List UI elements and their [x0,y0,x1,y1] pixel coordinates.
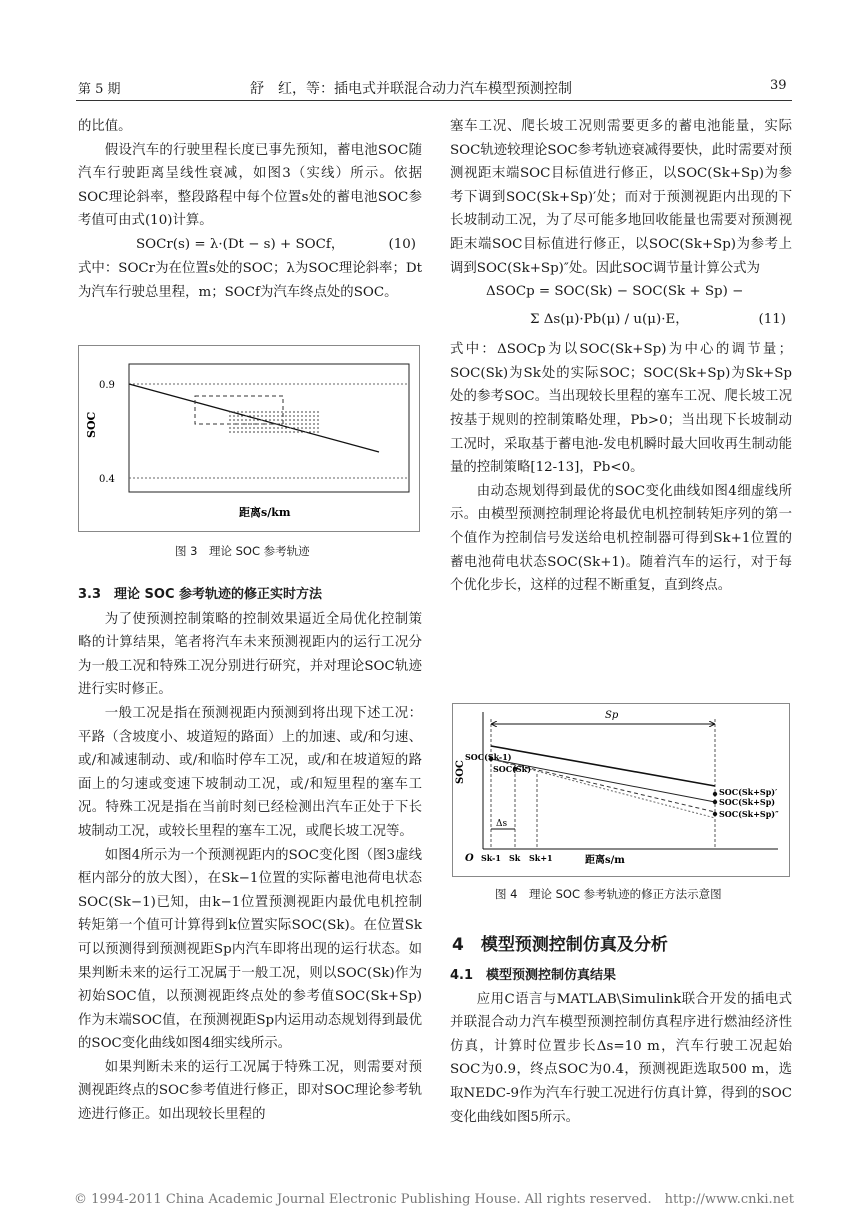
fig4-xlabel: 距离s/m [585,855,625,866]
issue-number: 第 5 期 [78,82,121,97]
paragraph: 一般工况是指在预测视距内预测到将出现下述工况：平路（含坡度小、坡道短的路面）上的加速、或/和匀速、或/和减速制动、或/和临时停车工况，或/和在坡道短的路面上的匀速或变速下坡制动工况，或/和短里程的塞车工况。特殊工况是指在当前时刻已经检测出汽车正处于下长坡制动工况，或较长里程的塞车工况，或爬长坡工况等。 [78,705,422,839]
figure-4 [452,703,790,877]
equation-body: SOCr(s) = λ·(Dt − s) + SOCf， [136,236,345,252]
paragraph: 的比值。 [78,119,132,134]
fig4-ylabel: SOC [455,760,466,784]
page-number: 39 [770,78,787,93]
equation-line: Σ Δs(μ)·Pb(μ) / u(μ)·E， [530,312,689,328]
equation-number: (10) [388,236,416,252]
fig3-tick-top: 0.9 [99,380,115,391]
fig4-origin: O [465,853,474,864]
paragraph: 式中：ΔSOCp为以SOC(Sk+Sp)为中心的调节量；SOC(Sk)为Sk处的实际SOC；SOC(Sk+Sp)为Sk+Sp处的参考SOC。当出现较长里程的塞车工况、爬长坡工况按基于规则的控制策略处理，Pb>0；当出现下长坡制动工况时，采取基于蓄电池-发电机瞬时最大回收再生制动能量的控制策略[12-13]，Pb<0。 [450,342,792,476]
equation-11 [450,280,792,338]
paragraph: 如图4所示为一个预测视距内的SOC变化图（图3虚线框内部分的放大图），在Sk−1位置的实际蓄电池荷电状态SOC(Sk−1)已知，由k−1位置预测视距内最优电机控制转矩第一个值可计算得到k位置实际SOC(Sk)。在位置Sk可以预测得到预测视距Sp内汽车即将出现的运行状态。如果判断未来的运行工况属于一般工况，则以SOC(Sk)作为初始SOC值，以预测视距终点处的参考值SOC(Sk+Sp)作为末端SOC值，在预测视距Sp内运用动态规划得到最优的SOC变化曲线如图4细实线所示。 [78,847,422,1052]
paragraph: 由动态规划得到最优的SOC变化曲线如图4细虚线所示。由模型预测控制理论将最优电机控制转矩序列的第一个值作为控制信号发送给电机控制器可得到Sk+1位置的蓄电池荷电状态SOC(Sk+1)。随着汽车的运行，对于每个优化步长，这样的过程不断重复，直到终点。 [450,483,792,594]
section-heading-4: 4 模型预测控制仿真及分析 [452,935,668,955]
paragraph: 式中：SOCr为在位置s处的SOC；λ为SOC理论斜率；Dt为汽车行驶总里程，m；SOCf为汽车终点处的SOC。 [78,260,422,300]
paragraph: 应用C语言与MATLAB\Simulink联合开发的插电式并联混合动力汽车模型预测控制仿真程序进行燃油经济性仿真，计算时位置步长Δs=10 m，汽车行驶工况起始SOC为0.9，终点SOC为0.4，预测视距选取500 m，选取NEDC-9作为汽车行驶工况进行仿真计算，得到的SOC变化曲线如图5所示。 [450,991,792,1125]
paragraph: 为了使预测控制策略的控制效果逼近全局优化控制策略的计算结果，笔者将汽车未来预测视距内的运行工况分为一般工况和特殊工况分别进行研究，并对理论SOC轨迹进行实时修正。 [78,611,422,698]
fig4-left-label: SOC(Sk-1) [465,752,512,762]
right-column-top [450,115,792,598]
running-title: 舒 红，等：插电式并联混合动力汽车模型预测控制 [250,81,572,97]
fig4-right-label: SOC(Sk+Sp)″ [719,809,779,819]
figure-3-caption: 图 3 理论 SOC 参考轨迹 [175,544,310,558]
fig4-ds-label: Δs [496,819,508,829]
left-column-top [78,115,422,304]
fig4-right-label: SOC(Sk+Sp) [719,797,776,807]
fig4-left-label: SOC(Sk) [493,764,532,774]
figure-4-caption: 图 4 理论 SOC 参考轨迹的修正方法示意图 [495,887,722,901]
equation-line: ΔSOCp = SOC(Sk) − SOC(Sk + Sp) − [486,284,744,300]
fig3-xlabel: 距离s/km [239,506,291,519]
fig4-xtick: Sk-1 [481,853,501,863]
equation-number: (11) [758,312,786,328]
fig4-xtick: Sk+1 [529,853,553,863]
fig3-ylabel: SOC [85,411,98,438]
header-rule [76,100,792,101]
section-heading-3-3: 3.3 理论 SOC 参考轨迹的修正实时方法 [78,587,323,602]
equation-10 [78,233,422,257]
paragraph: 假设汽车的行驶里程长度已事先预知，蓄电池SOC随汽车行驶距离呈线性衰减，如图3（实线）所示。依据SOC理论斜率，整段路程中每个位置s处的蓄电池SOC参考值可由式(10)计算。 [78,142,422,229]
fig4-xtick: Sk [509,853,521,863]
fig4-right-label: SOC(Sk+Sp)′ [719,787,778,797]
paragraph: 如果判断未来的运行工况属于特殊工况，则需要对预测视距终点的SOC参考值进行修正，即对SOC理论参考轨迹进行修正。如出现较长里程的 [78,1059,422,1123]
left-column-bottom [78,583,422,1127]
copyright-footer: © 1994-2011 China Academic Journal Electronic Publishing House. All rights reserved. http://www.cnki.net [74,1192,794,1207]
right-column-bottom [450,964,792,1129]
section-heading-4-1: 4.1 模型预测控制仿真结果 [450,968,617,983]
paragraph: 塞车工况、爬长坡工况则需要更多的蓄电池能量，实际SOC轨迹较理论SOC参考轨迹衰减得要快，此时需要对预测视距末端SOC目标值进行修正，以SOC(Sk+Sp)为参考下调到SOC(Sk+Sp)′处；而对于预测视距内出现的下长坡制动工况，为了尽可能多地回收能量也需要对预测视距末端SOC目标值进行修正，以SOC(Sk+Sp)为参考上调到SOC(Sk+Sp)″处。因此SOC调节量计算公式为 [450,119,792,276]
fig4-sp-label: Sp [605,710,619,721]
fig3-tick-bottom: 0.4 [99,474,115,485]
figure-3 [78,345,420,532]
